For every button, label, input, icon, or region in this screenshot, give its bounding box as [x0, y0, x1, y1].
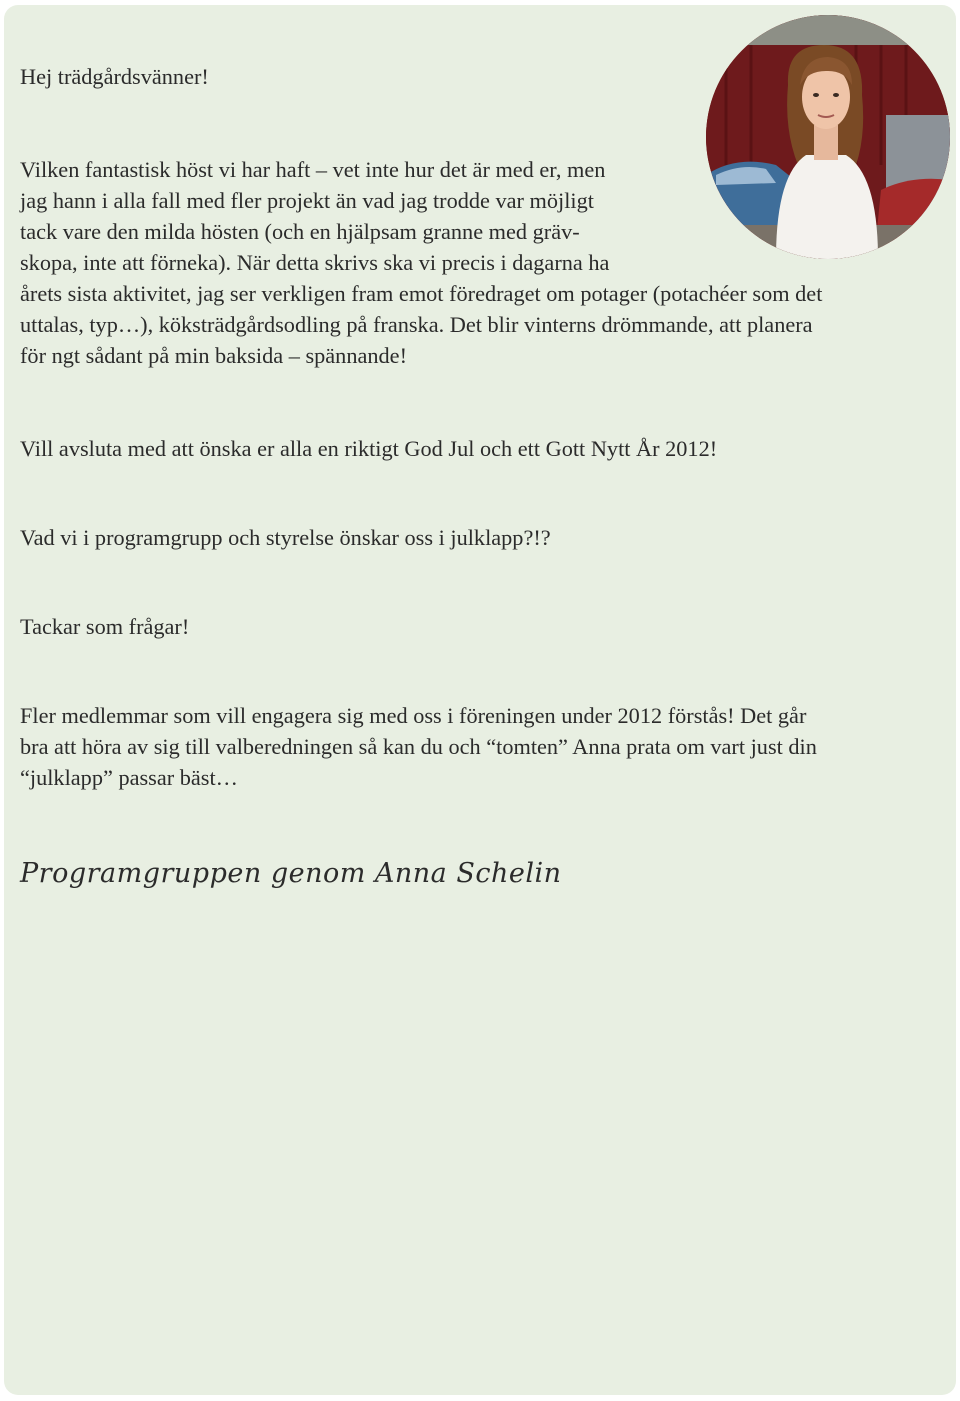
paragraph-thanks: Tackar som frågar!	[20, 614, 190, 639]
paragraph-autumn: Vilken fantastisk höst vi har haft – vet inte hur det är med er, men jag hann i alla fall med fler projekt än vad jag trodde var möjligt tack vare den milda hösten (och en hjälpsam granne med gräv- skopa, inte att förneka). När detta skrivs ska vi precis i dagarna ha årets sista aktivitet, jag ser verkligen fram emot föredraget om potager (potachéer som det uttalas, typ…), köksträdgårdsodling på franska. Det blir vinterns drömmande, att planera för ngt sådant på min baksida – spännande!	[20, 157, 823, 368]
paragraph-christmas-wish: Vill avsluta med att önska er alla en riktigt God Jul och ett Gott Nytt År 2012!	[20, 436, 718, 461]
greeting: Hej trädgårdsvänner!	[20, 64, 209, 89]
letter-panel	[4, 5, 956, 1395]
signature: Programgruppen genom Anna Schelin	[20, 858, 562, 889]
paragraph-gift-question: Vad vi i programgrupp och styrelse önskar oss i julklapp?!?	[20, 525, 551, 550]
letter-body	[20, 61, 946, 891]
paragraph-members: Fler medlemmar som vill engagera sig med oss i föreningen under 2012 förstås! Det går bra att höra av sig till valberedningen så kan du och “tomten” Anna prata om vart just din “julklapp” passar bäst…	[20, 703, 817, 790]
